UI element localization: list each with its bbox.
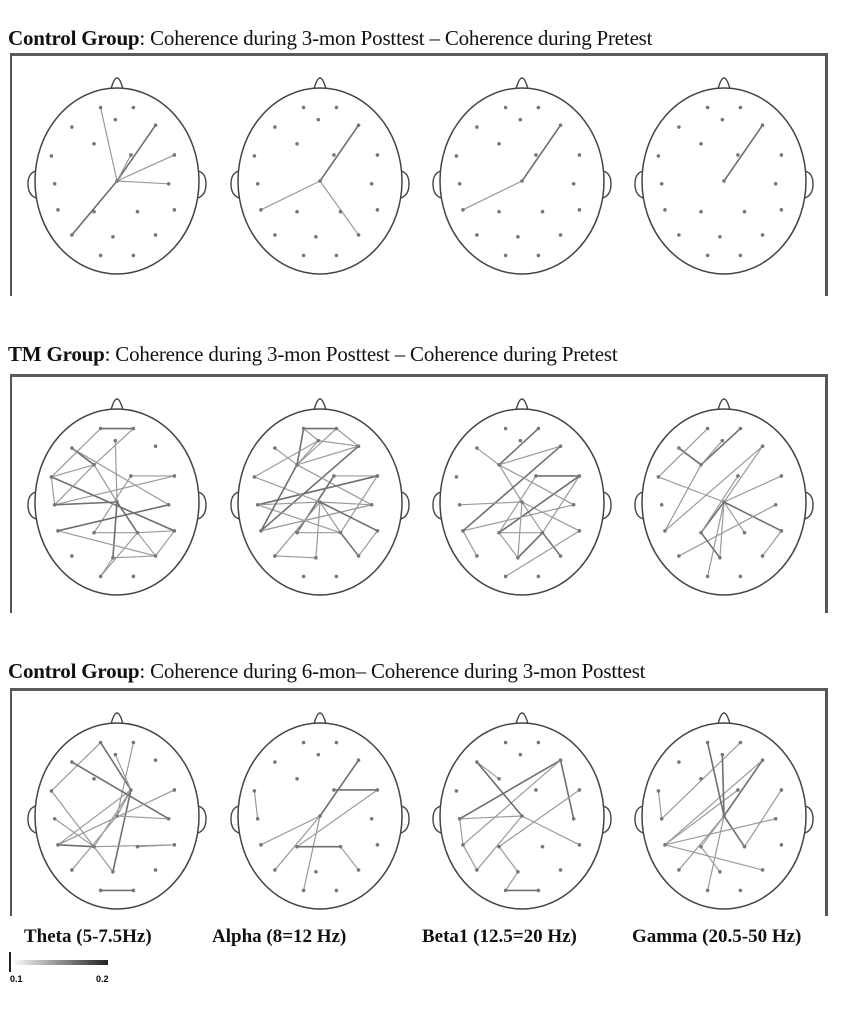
electrode-dot — [455, 789, 459, 793]
electrode-dot — [129, 474, 133, 478]
electrode-dot — [721, 439, 725, 443]
color-scale-bar — [8, 950, 118, 990]
electrode-dot — [761, 123, 765, 127]
electrode-dot — [516, 870, 520, 874]
electrode-dot — [458, 182, 462, 186]
electrode-dot — [660, 503, 664, 507]
electrode-dot — [376, 529, 380, 533]
electrode-dot — [660, 182, 664, 186]
head-map-4 — [635, 399, 813, 595]
electrode-dot — [154, 444, 158, 448]
electrode-dot — [357, 758, 361, 762]
electrode-dot — [111, 556, 115, 560]
electrode-dot — [259, 208, 263, 212]
electrode-dot — [736, 153, 740, 157]
electrode-dot — [537, 254, 541, 258]
electrode-dot — [111, 235, 115, 239]
electrode-dot — [706, 106, 710, 110]
electrode-dot — [70, 760, 74, 764]
electrode-dot — [497, 142, 501, 146]
electrode-dot — [504, 106, 508, 110]
electrode-dot — [132, 254, 136, 258]
electrode-dot — [578, 208, 582, 212]
electrode-dot — [497, 777, 501, 781]
electrode-dot — [578, 474, 582, 478]
electrode-dot — [721, 118, 725, 122]
electrode-dot — [455, 154, 459, 158]
electrode-dot — [318, 179, 322, 183]
electrode-dot — [743, 531, 747, 535]
electrode-dot — [718, 235, 722, 239]
electrode-dot — [56, 843, 60, 847]
electrode-dot — [53, 503, 57, 507]
head-maps-svg — [12, 377, 830, 616]
scale-gradient — [11, 960, 108, 965]
electrode-dot — [504, 254, 508, 258]
electrode-dot — [376, 843, 380, 847]
electrode-dot — [761, 758, 765, 762]
panel-2-group: TM Group — [8, 342, 105, 366]
electrode-dot — [132, 741, 136, 745]
electrode-dot — [302, 254, 306, 258]
electrode-dot — [739, 106, 743, 110]
electrode-dot — [154, 233, 158, 237]
electrode-dot — [314, 556, 318, 560]
band-label-beta1: Beta1 (12.5=20 Hz) — [422, 926, 577, 947]
electrode-dot — [99, 254, 103, 258]
electrode-dot — [376, 474, 380, 478]
electrode-dot — [718, 556, 722, 560]
electrode-dot — [458, 817, 462, 821]
electrode-dot — [70, 868, 74, 872]
electrode-dot — [314, 235, 318, 239]
electrode-dot — [317, 753, 321, 757]
electrode-dot — [173, 843, 177, 847]
electrode-dot — [302, 741, 306, 745]
electrode-dot — [559, 868, 563, 872]
electrode-dot — [504, 741, 508, 745]
band-label-gamma: Gamma (20.5-50 Hz) — [632, 926, 802, 947]
electrode-dot — [295, 531, 299, 535]
band-label-theta: Theta (5-7.5Hz) — [24, 926, 152, 947]
electrode-dot — [339, 210, 343, 214]
electrode-dot — [461, 843, 465, 847]
electrode-dot — [537, 741, 541, 745]
band-label-alpha: Alpha (8=12 Hz) — [212, 926, 347, 947]
electrode-dot — [92, 777, 96, 781]
electrode-dot — [136, 531, 140, 535]
electrode-dot — [497, 531, 501, 535]
electrode-dot — [699, 531, 703, 535]
electrode-dot — [167, 182, 171, 186]
electrode-dot — [578, 529, 582, 533]
electrode-dot — [722, 179, 726, 183]
electrode-dot — [657, 789, 661, 793]
electrode-dot — [70, 554, 74, 558]
electrode-dot — [259, 843, 263, 847]
electrode-dot — [92, 531, 96, 535]
electrode-dot — [497, 463, 501, 467]
electrode-dot — [335, 575, 339, 579]
electrode-dot — [761, 868, 765, 872]
electrode-dot — [699, 210, 703, 214]
electrode-dot — [736, 788, 740, 792]
electrode-dot — [657, 154, 661, 158]
electrode-dot — [534, 153, 538, 157]
electrode-dot — [154, 554, 158, 558]
electrode-dot — [132, 106, 136, 110]
head-map-4 — [635, 713, 813, 909]
electrode-dot — [706, 254, 710, 258]
electrode-dot — [677, 446, 681, 450]
electrode-dot — [761, 554, 765, 558]
electrode-dot — [677, 125, 681, 129]
electrode-dot — [173, 788, 177, 792]
electrode-dot — [677, 554, 681, 558]
electrode-dot — [706, 575, 710, 579]
electrode-dot — [302, 106, 306, 110]
head-map-1 — [28, 78, 206, 274]
electrode-dot — [92, 142, 96, 146]
electrode-dot — [114, 753, 118, 757]
electrode-dot — [663, 208, 667, 212]
electrode-dot — [302, 575, 306, 579]
electrode-dot — [370, 182, 374, 186]
head-map-2 — [231, 713, 409, 909]
electrode-dot — [722, 500, 726, 504]
electrode-dot — [295, 142, 299, 146]
electrode-dot — [780, 529, 784, 533]
electrode-dot — [99, 741, 103, 745]
electrode-dot — [132, 889, 136, 893]
electrode-dot — [53, 182, 57, 186]
electrode-dot — [739, 254, 743, 258]
electrode-dot — [154, 868, 158, 872]
panel-3-group: Control Group — [8, 659, 140, 683]
electrode-dot — [115, 179, 119, 183]
panel-title-1 — [8, 26, 652, 50]
electrode-dot — [475, 446, 479, 450]
electrode-dot — [761, 233, 765, 237]
electrode-dot — [721, 753, 725, 757]
electrode-dot — [761, 444, 765, 448]
electrode-dot — [497, 845, 501, 849]
head-maps-svg — [12, 56, 830, 299]
electrode-dot — [253, 475, 257, 479]
electrode-dot — [357, 123, 361, 127]
scale-max-label: 0.2 — [96, 974, 109, 984]
electrode-dot — [318, 500, 322, 504]
electrode-dot — [657, 475, 661, 479]
electrode-dot — [743, 845, 747, 849]
electrode-dot — [332, 474, 336, 478]
panel-title-2 — [8, 342, 618, 366]
electrode-dot — [455, 475, 459, 479]
electrode-dot — [660, 817, 664, 821]
electrode-dot — [115, 814, 119, 818]
electrode-dot — [699, 463, 703, 467]
electrode-dot — [516, 556, 520, 560]
scale-min-label: 0.1 — [10, 974, 23, 984]
electrode-dot — [129, 788, 133, 792]
electrode-dot — [335, 106, 339, 110]
electrode-dot — [475, 233, 479, 237]
electrode-dot — [718, 870, 722, 874]
electrode-dot — [357, 868, 361, 872]
panel-title-3 — [8, 659, 645, 683]
electrode-dot — [253, 789, 257, 793]
electrode-dot — [70, 446, 74, 450]
electrode-dot — [339, 845, 343, 849]
electrode-dot — [173, 474, 177, 478]
electrode-dot — [56, 529, 60, 533]
coherence-color-scale — [8, 950, 118, 990]
electrode-dot — [780, 474, 784, 478]
electrode-dot — [167, 817, 171, 821]
electrode-dot — [154, 123, 158, 127]
head-map-1 — [28, 399, 206, 595]
electrode-dot — [722, 814, 726, 818]
electrode-dot — [706, 741, 710, 745]
electrode-dot — [357, 444, 361, 448]
electrode-dot — [677, 760, 681, 764]
electrode-dot — [70, 125, 74, 129]
electrode-dot — [504, 575, 508, 579]
electrode-dot — [519, 753, 523, 757]
electrode-dot — [663, 529, 667, 533]
electrode-dot — [520, 814, 524, 818]
head-map-2 — [231, 78, 409, 274]
head-map-3 — [433, 78, 611, 274]
head-map-3 — [433, 399, 611, 595]
electrode-dot — [699, 777, 703, 781]
electrode-dot — [99, 106, 103, 110]
electrode-dot — [50, 154, 54, 158]
electrode-dot — [572, 182, 576, 186]
panel-1 — [10, 53, 828, 296]
electrode-dot — [578, 788, 582, 792]
electrode-dot — [677, 233, 681, 237]
panel-3-subtitle: : Coherence during 6-mon– Coherence during 3-mon Posttest — [139, 659, 646, 683]
electrode-dot — [520, 500, 524, 504]
electrode-dot — [706, 889, 710, 893]
electrode-dot — [541, 210, 545, 214]
electrode-dot — [559, 233, 563, 237]
head-maps-svg — [12, 691, 830, 919]
electrode-dot — [519, 118, 523, 122]
electrode-dot — [335, 254, 339, 258]
electrode-dot — [736, 474, 740, 478]
electrode-dot — [132, 575, 136, 579]
electrode-dot — [663, 843, 667, 847]
panel-2-subtitle: : Coherence during 3-mon Posttest – Coherence during Pretest — [104, 342, 618, 366]
electrode-dot — [114, 118, 118, 122]
electrode-dot — [780, 788, 784, 792]
electrode-dot — [774, 817, 778, 821]
electrode-dot — [516, 235, 520, 239]
electrode-dot — [541, 531, 545, 535]
electrode-dot — [99, 575, 103, 579]
electrode-dot — [50, 475, 54, 479]
electrode-dot — [92, 845, 96, 849]
electrode-dot — [335, 427, 339, 431]
electrode-dot — [475, 125, 479, 129]
electrode-dot — [335, 741, 339, 745]
electrode-dot — [780, 153, 784, 157]
head-map-4 — [635, 78, 813, 274]
electrode-dot — [572, 503, 576, 507]
electrode-dot — [534, 788, 538, 792]
electrode-dot — [541, 845, 545, 849]
electrode-dot — [475, 554, 479, 558]
electrode-dot — [774, 503, 778, 507]
electrode-dot — [114, 439, 118, 443]
electrode-dot — [739, 427, 743, 431]
electrode-dot — [519, 439, 523, 443]
electrode-dot — [317, 118, 321, 122]
head-map-3 — [433, 713, 611, 909]
electrode-dot — [559, 123, 563, 127]
electrode-dot — [273, 554, 277, 558]
electrode-dot — [458, 503, 462, 507]
electrode-dot — [559, 554, 563, 558]
electrode-dot — [780, 843, 784, 847]
electrode-dot — [739, 741, 743, 745]
electrode-dot — [99, 889, 103, 893]
electrode-dot — [92, 463, 96, 467]
electrode-dot — [256, 182, 260, 186]
electrode-dot — [115, 500, 119, 504]
electrode-dot — [302, 889, 306, 893]
panel-2 — [10, 374, 828, 613]
electrode-dot — [461, 529, 465, 533]
electrode-dot — [739, 889, 743, 893]
electrode-dot — [259, 529, 263, 533]
electrode-dot — [559, 758, 563, 762]
electrode-dot — [173, 153, 177, 157]
electrode-dot — [273, 446, 277, 450]
electrode-dot — [376, 208, 380, 212]
electrode-dot — [559, 444, 563, 448]
electrode-dot — [70, 233, 74, 237]
electrode-dot — [475, 760, 479, 764]
electrode-dot — [132, 427, 136, 431]
electrode-dot — [295, 210, 299, 214]
electrode-dot — [302, 427, 306, 431]
band-labels — [0, 926, 861, 954]
electrode-dot — [461, 208, 465, 212]
electrode-dot — [92, 210, 96, 214]
electrode-dot — [335, 889, 339, 893]
electrode-dot — [56, 208, 60, 212]
electrode-dot — [295, 845, 299, 849]
electrode-dot — [504, 427, 508, 431]
electrode-dot — [273, 125, 277, 129]
panel-3 — [10, 688, 828, 916]
electrode-dot — [129, 153, 133, 157]
electrode-dot — [497, 210, 501, 214]
electrode-dot — [578, 843, 582, 847]
electrode-dot — [295, 777, 299, 781]
electrode-dot — [537, 106, 541, 110]
electrode-dot — [173, 529, 177, 533]
electrode-dot — [706, 427, 710, 431]
electrode-dot — [332, 153, 336, 157]
electrode-dot — [475, 868, 479, 872]
electrode-dot — [572, 817, 576, 821]
electrode-dot — [520, 179, 524, 183]
electrode-dot — [504, 889, 508, 893]
electrode-dot — [332, 788, 336, 792]
electrode-dot — [699, 845, 703, 849]
electrode-dot — [173, 208, 177, 212]
electrode-dot — [136, 210, 140, 214]
electrode-dot — [376, 153, 380, 157]
electrode-dot — [357, 233, 361, 237]
electrode-dot — [534, 474, 538, 478]
electrode-dot — [317, 439, 321, 443]
electrode-dot — [780, 208, 784, 212]
electrode-dot — [578, 153, 582, 157]
electrode-dot — [53, 817, 57, 821]
panel-1-subtitle: : Coherence during 3-mon Posttest – Coherence during Pretest — [139, 26, 653, 50]
electrode-dot — [339, 531, 343, 535]
electrode-dot — [99, 427, 103, 431]
electrode-dot — [154, 758, 158, 762]
electrode-dot — [318, 814, 322, 818]
electrode-dot — [50, 789, 54, 793]
electrode-dot — [256, 817, 260, 821]
electrode-dot — [314, 870, 318, 874]
panel-1-group: Control Group — [8, 26, 140, 50]
electrode-dot — [111, 870, 115, 874]
electrode-dot — [376, 788, 380, 792]
electrode-dot — [273, 233, 277, 237]
electrode-dot — [370, 817, 374, 821]
electrode-dot — [256, 503, 260, 507]
electrode-dot — [253, 154, 257, 158]
electrode-dot — [537, 575, 541, 579]
electrode-dot — [136, 845, 140, 849]
head-map-2 — [231, 399, 409, 595]
electrode-dot — [295, 463, 299, 467]
electrode-dot — [370, 503, 374, 507]
electrode-dot — [357, 554, 361, 558]
electrode-dot — [273, 760, 277, 764]
electrode-dot — [167, 503, 171, 507]
electrode-dot — [537, 427, 541, 431]
electrode-dot — [739, 575, 743, 579]
electrode-dot — [677, 868, 681, 872]
electrode-dot — [743, 210, 747, 214]
head-map-1 — [28, 713, 206, 909]
electrode-dot — [537, 889, 541, 893]
electrode-dot — [774, 182, 778, 186]
electrode-dot — [273, 868, 277, 872]
electrode-dot — [699, 142, 703, 146]
